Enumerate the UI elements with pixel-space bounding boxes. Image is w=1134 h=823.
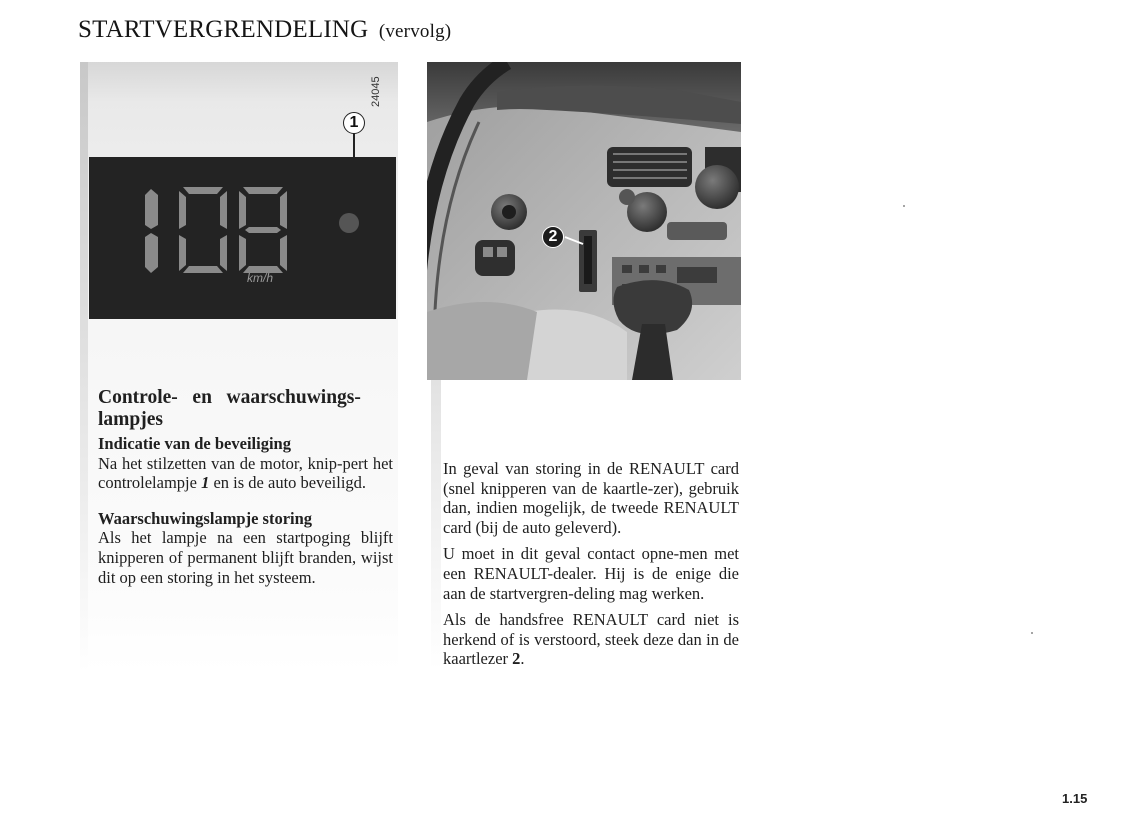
- speed-unit: km/h: [247, 271, 274, 285]
- section-heading-line1: Controle- en waarschuwings-: [98, 387, 361, 408]
- title-text: STARTVERGRENDELING: [78, 16, 369, 43]
- scan-speck: [1031, 632, 1033, 634]
- paragraph-indication-text-a: Na het stilzetten van de motor, knip-pert het controlelampje: [98, 453, 393, 493]
- title-continued: (vervolg): [378, 21, 452, 42]
- callout-2: 2: [542, 226, 564, 248]
- paragraph-indication: [98, 454, 393, 493]
- figure-id: 24045: [370, 76, 382, 108]
- page-title: [78, 16, 451, 44]
- paragraph-dealer: U moet in dit geval contact opne-men met een RENAULT-dealer. Hij is de enige die aan de startvergren-deling mag werken.: [443, 544, 739, 603]
- reference-2: 2: [512, 649, 521, 669]
- paragraph-fault-lamp: Als het lampje na een startpoging blijft knipperen of permanent blijft branden, wijst dit op een storing in het systeem.: [98, 528, 393, 587]
- scan-speck: [903, 205, 905, 207]
- paragraph-indication-text-b: en is de auto beveiligd.: [209, 473, 367, 493]
- section-heading-line2: lampjes: [98, 409, 163, 430]
- paragraph-card-fault: In geval van storing in de RENAULT card (snel knipperen van de kaartle-zer), gebruik dan, indien mogelijk, de tweede RENAULT card (bij de auto geleverd).: [443, 459, 739, 537]
- dashboard-photo-drawing: [427, 62, 741, 380]
- subheading-indication: Indicatie van de beveiliging: [98, 434, 291, 453]
- reference-1: 1: [201, 473, 210, 493]
- paragraph-handsfree-text-a: Als de handsfree RENAULT card niet is herkend of is verstoord, steek deze dan in de kaartlezer: [443, 610, 739, 669]
- dashboard-photo: [427, 62, 741, 380]
- page-number: 1.15: [1062, 791, 1088, 806]
- paragraph-handsfree-text-b: .: [520, 649, 525, 669]
- speed-digits: [131, 185, 331, 275]
- right-text-block: [443, 459, 739, 669]
- paragraph-handsfree: [443, 610, 739, 669]
- left-text-block: [98, 387, 393, 587]
- instrument-display-illustration: [89, 157, 396, 319]
- right-column-strip: [431, 380, 441, 670]
- subheading-fault-lamp: Waarschuwingslampje storing: [98, 508, 313, 528]
- warning-lamp: [339, 213, 359, 233]
- callout-1: 1: [343, 112, 365, 134]
